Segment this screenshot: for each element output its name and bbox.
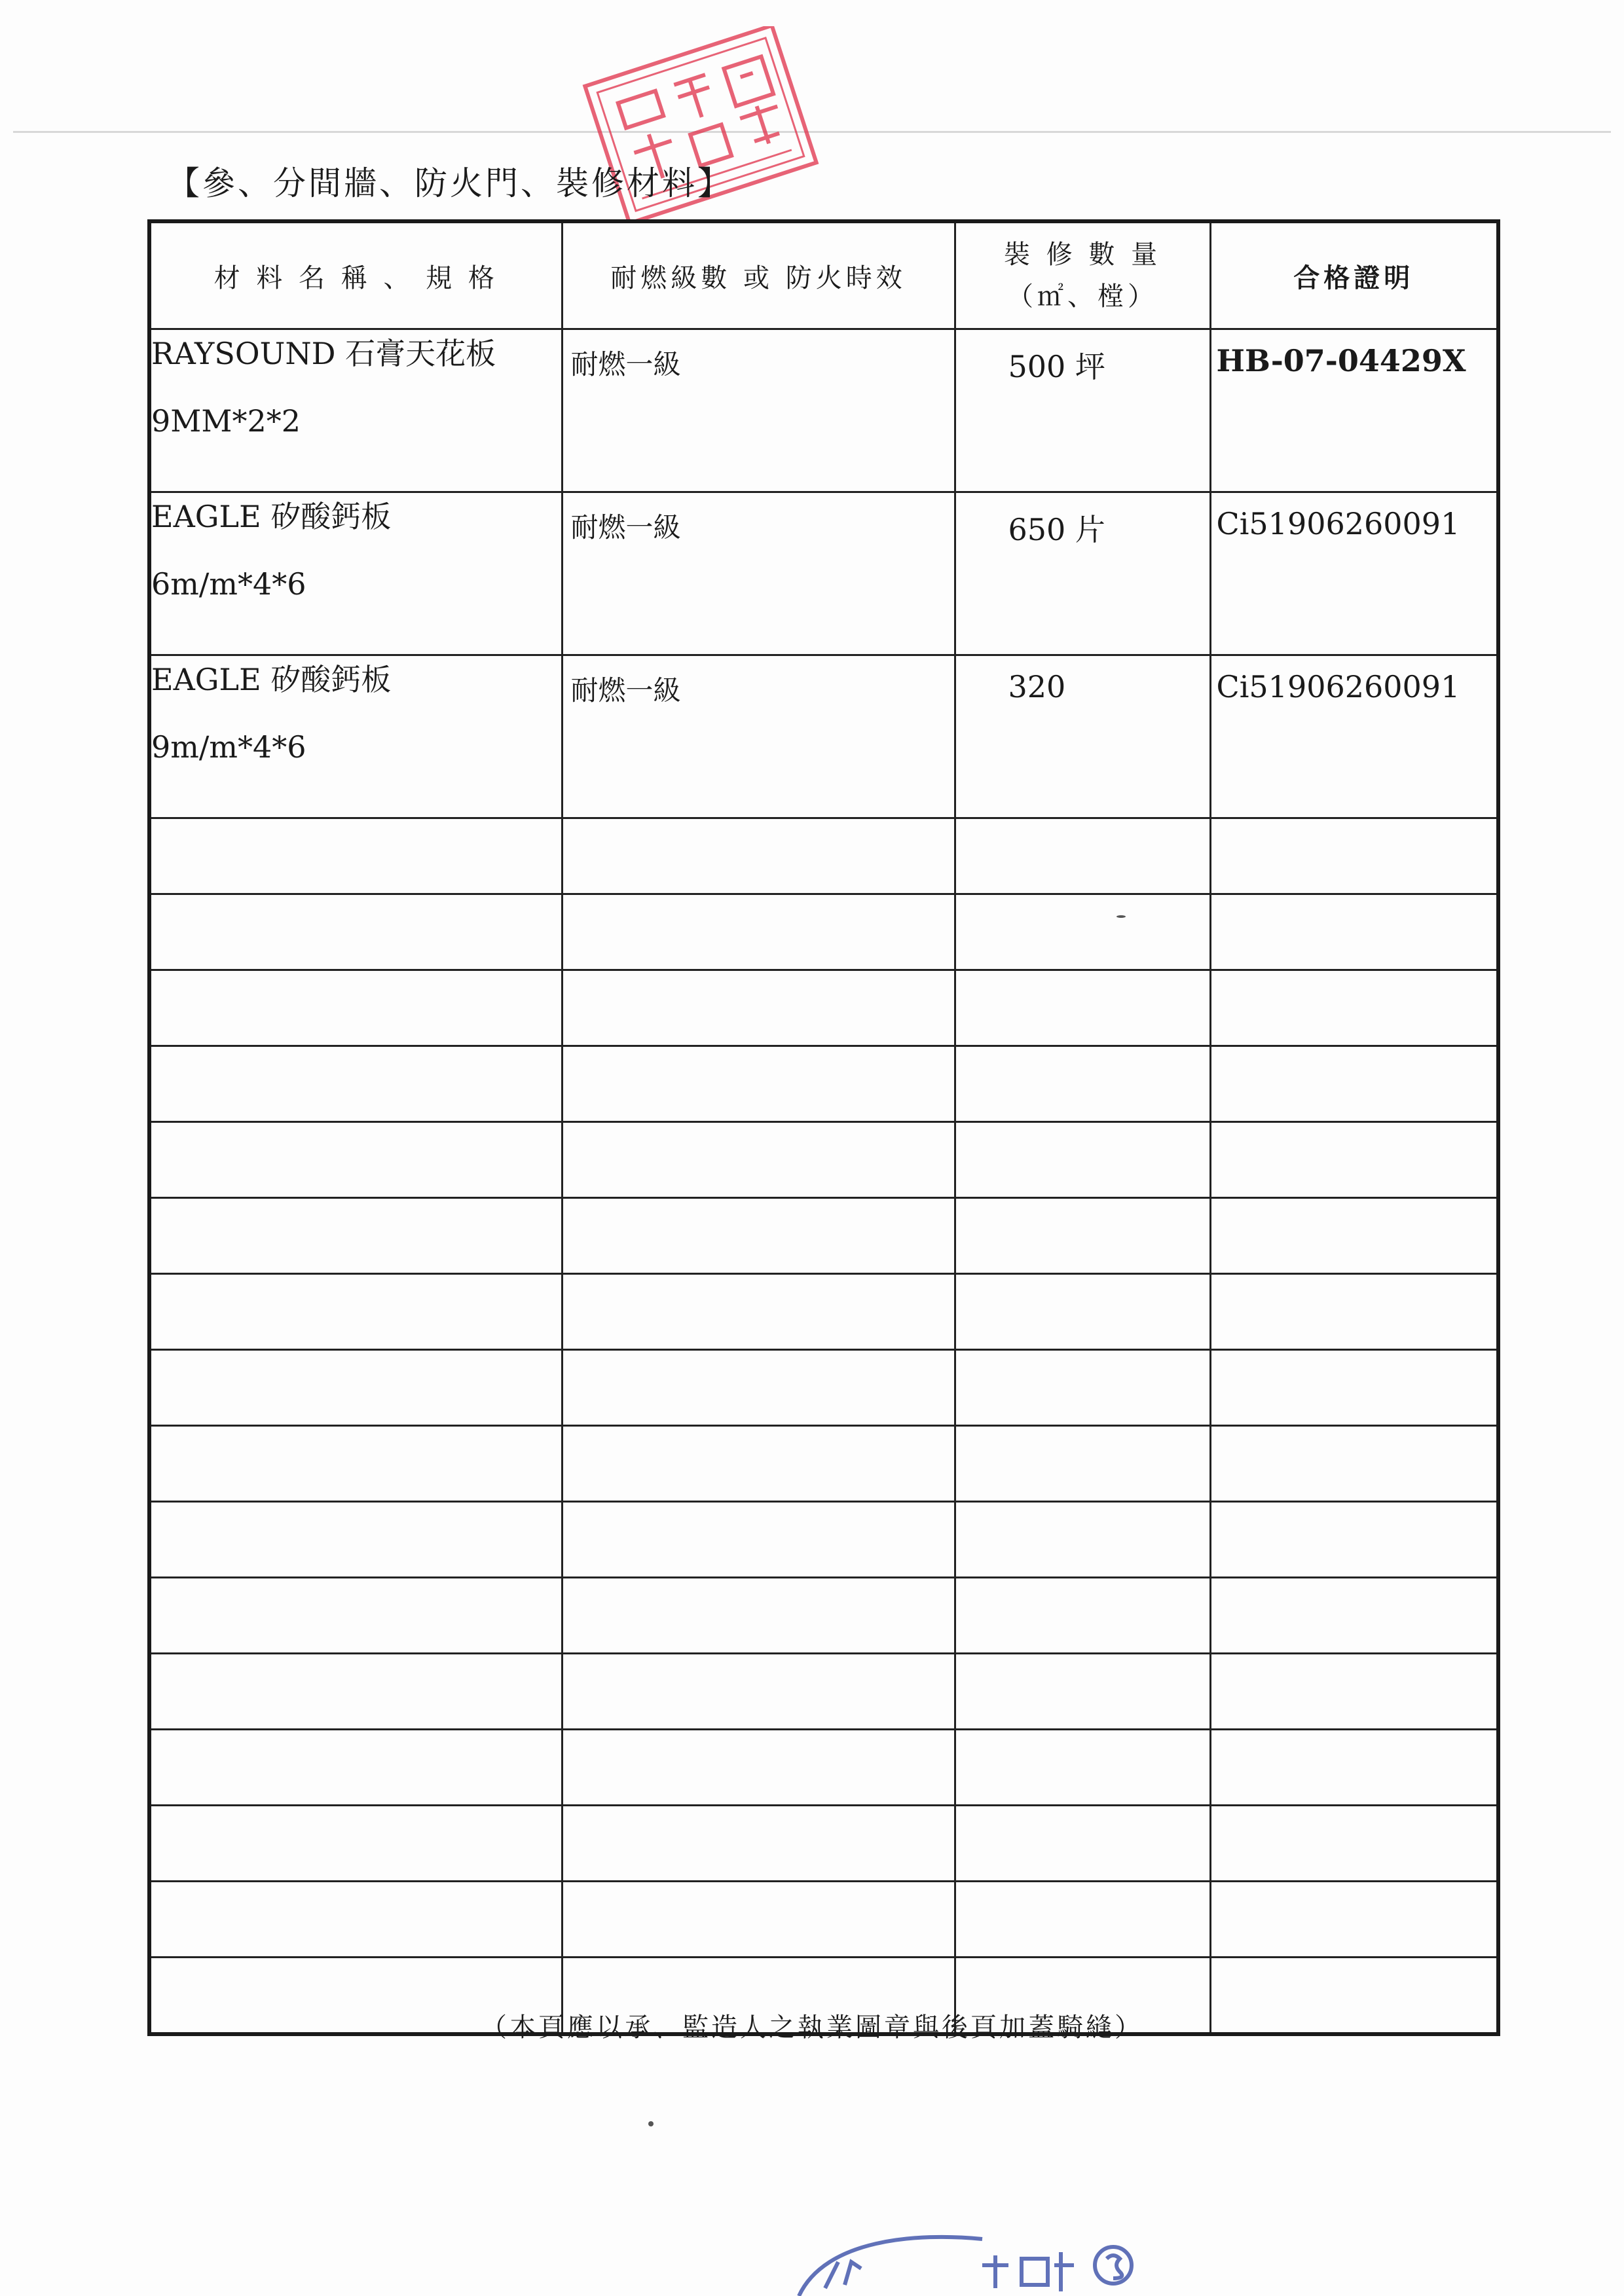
table-row [149, 1122, 1498, 1198]
table-row [149, 1806, 1498, 1882]
empty-cell [955, 1046, 1210, 1122]
empty-cell [1210, 1122, 1498, 1198]
empty-cell [149, 1122, 562, 1198]
footnote: （本頁應以承、監造人之執業圖章與後頁加蓋騎縫） [481, 2013, 1143, 2043]
table-row [149, 329, 1498, 492]
empty-cell [955, 1730, 1210, 1806]
scan-speck [648, 2121, 654, 2126]
material-name-cell [149, 329, 562, 492]
empty-cell [149, 970, 562, 1046]
empty-cell [1210, 1046, 1498, 1122]
header-material-name: 材 料 名 稱 、 規 格 [149, 221, 562, 329]
empty-cell [955, 1198, 1210, 1274]
empty-cell [562, 1502, 955, 1578]
empty-cell [1210, 1350, 1498, 1426]
material-name-cell [149, 655, 562, 818]
empty-cell [1210, 1274, 1498, 1350]
empty-cell [149, 1502, 562, 1578]
table-row [149, 1882, 1498, 1958]
empty-cell [562, 1122, 955, 1198]
blank-rows [149, 818, 1498, 2035]
empty-cell [149, 1806, 562, 1882]
table-row [149, 1350, 1498, 1426]
table-row [149, 818, 1498, 894]
table-row [149, 655, 1498, 818]
empty-cell [1210, 1426, 1498, 1502]
empty-cell [1210, 1578, 1498, 1654]
fire-rating-cell: 耐燃一級 [562, 329, 955, 492]
blue-stamp [786, 2226, 1153, 2296]
table-row [149, 894, 1498, 970]
table-row [149, 1198, 1498, 1274]
empty-cell [149, 1046, 562, 1122]
empty-cell [562, 818, 955, 894]
table-row [149, 1654, 1498, 1730]
empty-cell [149, 1426, 562, 1502]
empty-cell [149, 1198, 562, 1274]
section-title: 【參、分間牆、防火門、裝修材料】 [167, 164, 733, 202]
empty-cell [562, 1654, 955, 1730]
empty-cell [1210, 970, 1498, 1046]
empty-cell [562, 1426, 955, 1502]
empty-cell [955, 1274, 1210, 1350]
empty-cell [149, 1274, 562, 1350]
empty-cell [562, 894, 955, 970]
empty-cell [562, 1274, 955, 1350]
empty-cell [955, 1122, 1210, 1198]
empty-cell [955, 1426, 1210, 1502]
material-spec: 9m/m*4*6 [151, 729, 306, 765]
empty-cell [1210, 1882, 1498, 1958]
material-spec: 9MM*2*2 [151, 403, 301, 439]
scan-speck [1116, 915, 1126, 918]
empty-cell [1210, 818, 1498, 894]
certificate-cell: HB-07-04429X [1210, 329, 1498, 492]
header-quantity [955, 221, 1210, 329]
empty-cell [1210, 1730, 1498, 1806]
empty-cell [562, 1578, 955, 1654]
empty-cell [955, 1654, 1210, 1730]
fire-rating-cell: 耐燃一級 [562, 655, 955, 818]
table-row [149, 1274, 1498, 1350]
certificate-cell: Ci51906260091 [1210, 655, 1498, 818]
empty-cell [562, 1046, 955, 1122]
quantity-cell: 500 坪 [955, 329, 1210, 492]
empty-cell [955, 1578, 1210, 1654]
table-row [149, 492, 1498, 655]
table-row [149, 1730, 1498, 1806]
table-row [149, 1426, 1498, 1502]
empty-cell [955, 894, 1210, 970]
empty-cell [955, 1882, 1210, 1958]
table-row [149, 1502, 1498, 1578]
empty-cell [149, 1578, 562, 1654]
empty-cell [149, 1730, 562, 1806]
empty-cell [1210, 894, 1498, 970]
fire-rating-cell: 耐燃一級 [562, 492, 955, 655]
quantity-cell: 320 [955, 655, 1210, 818]
empty-cell [1210, 1654, 1498, 1730]
empty-cell [149, 1882, 562, 1958]
empty-cell [955, 1502, 1210, 1578]
table-row [149, 970, 1498, 1046]
materials-table [147, 219, 1500, 2036]
empty-cell [562, 1730, 955, 1806]
empty-cell [149, 818, 562, 894]
material-name-cell [149, 492, 562, 655]
table-row [149, 1046, 1498, 1122]
empty-cell [1210, 1502, 1498, 1578]
header-quantity-unit: （㎡、樘） [1007, 282, 1158, 312]
table-row [149, 1578, 1498, 1654]
header-quantity-label: 裝 修 數 量 [1003, 240, 1162, 270]
empty-cell [562, 1806, 955, 1882]
table-header-row [149, 221, 1498, 329]
empty-cell [955, 818, 1210, 894]
material-spec: 6m/m*4*6 [151, 566, 306, 602]
material-name: RAYSOUND 石膏天花板 [151, 336, 496, 371]
empty-cell [955, 970, 1210, 1046]
empty-cell [562, 970, 955, 1046]
empty-cell [1210, 1806, 1498, 1882]
empty-cell [149, 1350, 562, 1426]
header-certificate: 合格證明 [1210, 221, 1498, 329]
header-fire-rating: 耐燃級數 或 防火時效 [562, 221, 955, 329]
quantity-cell: 650 片 [955, 492, 1210, 655]
empty-cell [149, 894, 562, 970]
certificate-cell: Ci51906260091 [1210, 492, 1498, 655]
empty-cell [955, 1350, 1210, 1426]
empty-cell [149, 1654, 562, 1730]
empty-cell [1210, 1198, 1498, 1274]
empty-cell [955, 1806, 1210, 1882]
empty-cell [562, 1882, 955, 1958]
material-name: EAGLE 矽酸鈣板 [151, 662, 392, 697]
material-name: EAGLE 矽酸鈣板 [151, 499, 392, 534]
empty-cell [562, 1350, 955, 1426]
empty-cell [562, 1198, 955, 1274]
